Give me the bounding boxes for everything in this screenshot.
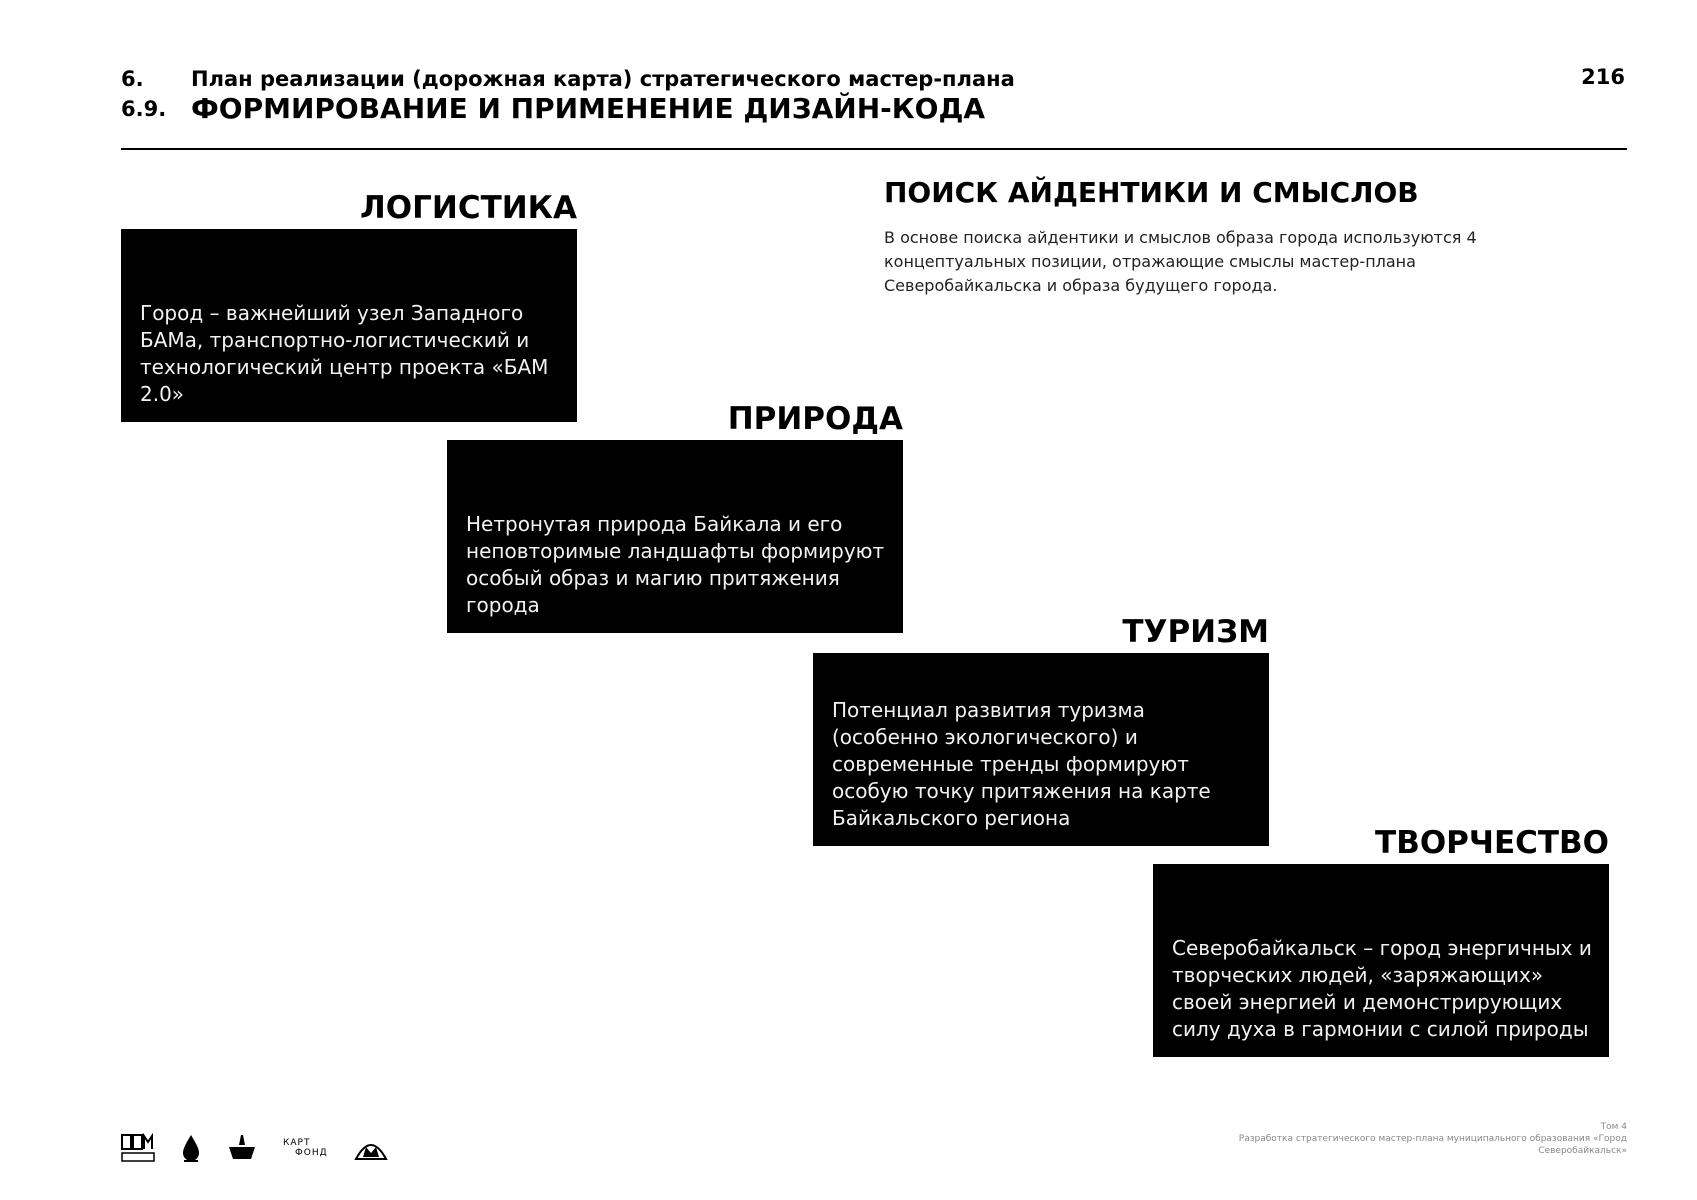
- drop-logo: [181, 1133, 201, 1163]
- card-creativity: [1153, 864, 1609, 1057]
- card-text: Город – важнейший узел Западного БАМа, транспортно-логистический и технологический центр проекта «БАМ 2.0»: [140, 301, 549, 406]
- section-number: 6.9.: [121, 97, 167, 121]
- page-number: 216: [1581, 65, 1625, 89]
- card-text: Потенциал развития туризма (особенно экологического) и современные тренды формируют особую точку притяжения на карте Байкальского региона: [832, 698, 1211, 830]
- chapter-title: План реализации (дорожная карта) стратегического мастер-плана: [191, 67, 1015, 91]
- section-title: ФОРМИРОВАНИЕ И ПРИМЕНЕНИЕ ДИЗАЙН-КОДА: [191, 92, 986, 125]
- footer-credit: Том 4 Разработка стратегического мастер-плана муниципального образования «Город Северобайкальск»: [1238, 1122, 1627, 1156]
- crown-logo: [354, 1133, 388, 1163]
- card-text: Северобайкальск – город энергичных и творческих людей, «заряжающих» своей энергией и демонстрирующих силу духа в гармонии с силой природы: [1172, 936, 1592, 1041]
- card-title-nature: ПРИРОДА: [727, 401, 903, 437]
- kart-fond-logo-text-bottom: ФОНД: [295, 1148, 328, 1158]
- chapter-number: 6.: [121, 67, 144, 91]
- card-logistics: [121, 229, 577, 422]
- intro-title: ПОИСК АЙДЕНТИКИ И СМЫСЛОВ: [884, 176, 1419, 209]
- header-divider: [121, 148, 1627, 150]
- card-tourism: [813, 653, 1269, 846]
- card-title-tourism: ТУРИЗМ: [1122, 614, 1269, 650]
- card-text: Нетронутая природа Байкала и его неповторимые ландшафты формируют особый образ и магию притяжения города: [466, 512, 885, 617]
- card-nature: [447, 440, 903, 633]
- dom-rf-logo: [121, 1133, 155, 1163]
- intro-text: В основе поиска айдентики и смыслов образа города используются 4 концептуальных позиции, отражающие смыслы мастер-плана Северобайкальска и образа будущего города.: [884, 228, 1477, 295]
- card-title-creativity: ТВОРЧЕСТВО: [1375, 825, 1609, 861]
- kart-fond-logo: [283, 1138, 328, 1158]
- card-title-logistics: ЛОГИСТИКА: [360, 190, 577, 226]
- partner-logos: [121, 1128, 388, 1168]
- ship-logo: [227, 1133, 257, 1163]
- kart-fond-logo-text-top: КАРТ: [283, 1138, 311, 1148]
